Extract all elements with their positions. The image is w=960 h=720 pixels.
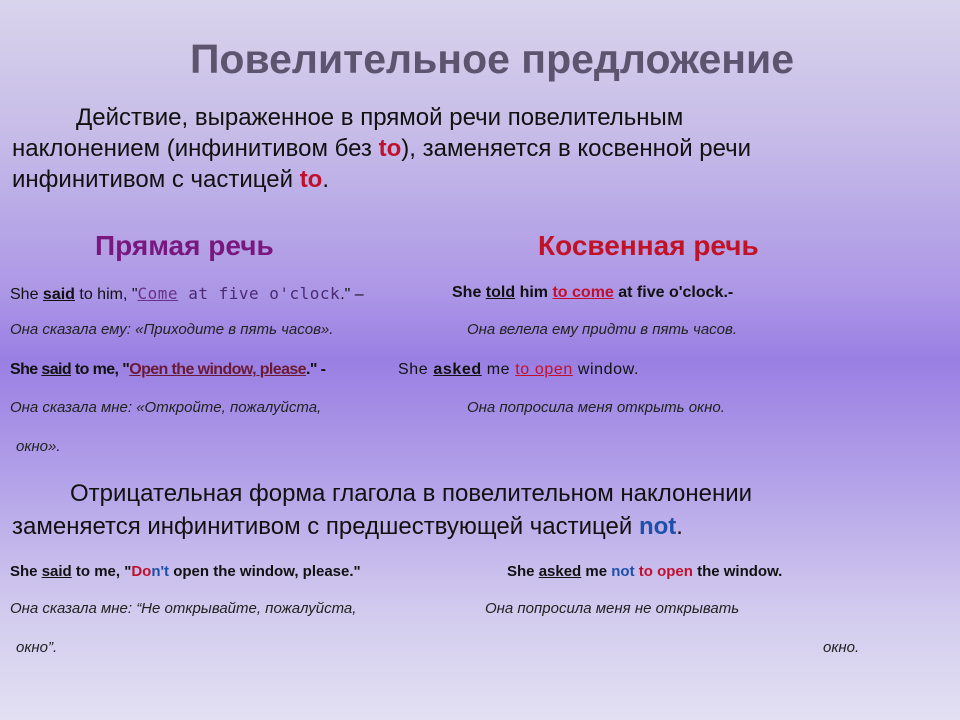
negative-paragraph	[12, 477, 752, 543]
example-1-direct	[10, 284, 364, 304]
ex-text: ." -	[305, 361, 326, 378]
ex-text: She	[398, 361, 434, 378]
example-2-ru-direct-2: окно».	[16, 438, 61, 455]
neg-text-1: Отрицательная форма глагола в повелительном наклонении	[70, 480, 753, 507]
example-1-ru-indirect: Она велела ему придти в пять часов.	[467, 321, 737, 338]
imperative-come: Come	[137, 284, 179, 303]
ex-text: She	[452, 284, 486, 301]
neg-text-2b: .	[676, 513, 683, 540]
example-3-ru-direct-1: Она сказала мне: “Не открывайте, пожалуйста,	[10, 600, 357, 617]
infinitive-to-open: to open	[638, 563, 693, 580]
verb-told: told	[485, 284, 516, 301]
ex-text: to him, "	[74, 286, 138, 303]
ex-text: She	[10, 563, 42, 580]
ex-text: She	[507, 563, 539, 580]
ex-text: at five o'clock	[613, 284, 724, 301]
verb-said: said	[42, 286, 75, 303]
verb-asked: asked	[433, 361, 482, 378]
intro-paragraph	[12, 102, 751, 195]
ex-text: window.	[572, 361, 639, 378]
slide-title: Повелительное предложение	[189, 36, 795, 82]
verb-said: said	[41, 563, 72, 580]
ex-text: me	[481, 361, 516, 378]
intro-line-2	[12, 133, 751, 164]
ex-text: to me, "	[71, 361, 130, 378]
intro-text-2b: ), заменяется в косвенной речи	[401, 135, 752, 162]
particle-not: not	[638, 513, 677, 540]
intro-text-3a: инфинитивом с частицей	[12, 166, 300, 193]
verb-asked: asked	[538, 563, 582, 580]
intro-line-3	[12, 164, 751, 195]
ex-text: She	[10, 361, 42, 378]
example-1-indirect	[452, 284, 733, 302]
example-1-ru-direct: Она сказала ему: «Приходите в пять часов».	[10, 321, 334, 338]
particle-to: to	[299, 166, 323, 193]
ex-text: open the window, please."	[169, 563, 361, 580]
ex-text: at five o'clock	[178, 284, 341, 303]
ex-text: .-	[723, 284, 734, 301]
neg-line-1	[12, 477, 752, 510]
ex-text: She	[10, 286, 43, 303]
imperative-dont-nt: n't	[151, 563, 170, 580]
example-2-ru-direct-1: Она сказала мне: «Откройте, пожалуйста,	[10, 399, 322, 416]
example-2-ru-indirect: Она попросила меня открыть окно.	[467, 399, 725, 416]
ex-text: to me, "	[71, 563, 132, 580]
intro-line-1	[12, 102, 751, 133]
ex-text: the window.	[692, 563, 783, 580]
particle-to: to	[378, 135, 402, 162]
example-3-ru-direct-2: окно”.	[16, 639, 58, 656]
ex-text: ." –	[340, 286, 364, 303]
neg-text-2a: заменяется инфинитивом с предшествующей частицей	[12, 513, 639, 540]
infinitive-to-open: to open	[515, 361, 573, 378]
example-2-indirect	[398, 361, 639, 379]
example-2-direct	[10, 361, 325, 379]
infinitive-to-come: to come	[552, 284, 614, 301]
example-3-direct	[10, 563, 361, 580]
imperative-dont-do: Do	[131, 563, 152, 580]
ex-text: him	[515, 284, 553, 301]
example-3-ru-indirect-2: окно.	[823, 639, 860, 656]
intro-text-3b: .	[322, 166, 330, 193]
heading-direct-speech: Прямая речь	[95, 230, 274, 261]
ex-text: me	[581, 563, 612, 580]
example-3-indirect	[507, 563, 782, 580]
heading-indirect-speech: Косвенная речь	[538, 230, 759, 261]
verb-said: said	[41, 361, 72, 378]
neg-line-2	[12, 510, 752, 543]
particle-not: not	[611, 563, 635, 580]
example-3-ru-indirect-1: Она попросила меня не открывать	[485, 600, 740, 617]
imperative-open: Open the window, please	[129, 361, 306, 378]
intro-text-1: Действие, выраженное в прямой речи повелительным	[76, 104, 684, 131]
intro-text-2a: наклонением (инфинитивом без	[12, 135, 379, 162]
